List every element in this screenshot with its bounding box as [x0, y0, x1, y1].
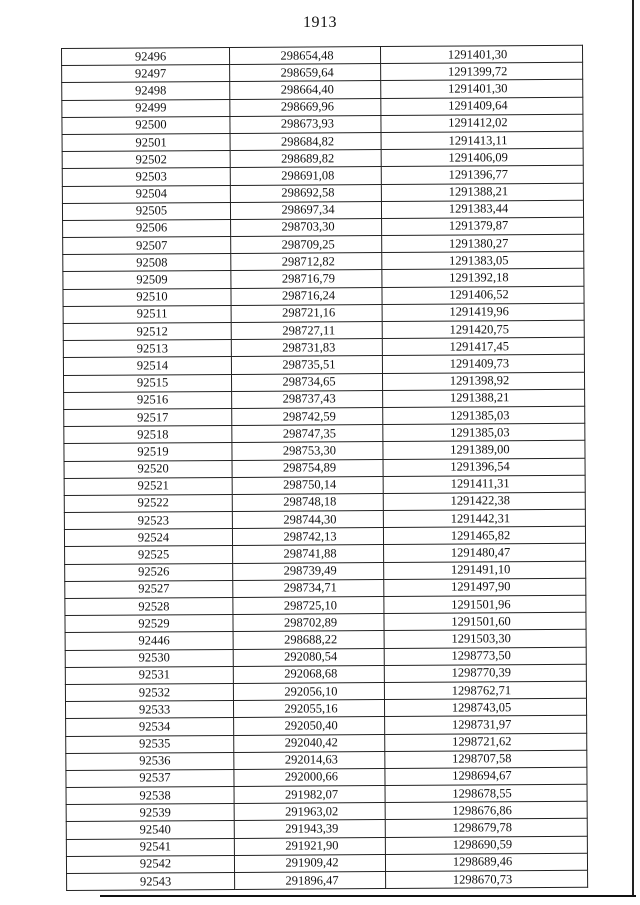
page-number: 1913 [303, 14, 337, 31]
x-coordinate-cell: 298742,59 [232, 407, 383, 425]
point-number-cell: 92501 [62, 133, 230, 151]
x-coordinate-cell: 298659,64 [230, 64, 381, 82]
point-number-cell: 92537 [66, 769, 234, 787]
x-coordinate-cell: 298734,71 [233, 579, 384, 597]
y-coordinate-cell: 1298676,86 [385, 802, 587, 820]
x-coordinate-cell: 298684,82 [230, 132, 381, 150]
y-coordinate-cell: 1291396,54 [383, 458, 585, 476]
y-coordinate-cell: 1291503,30 [384, 630, 586, 648]
point-number-cell: 92526 [65, 563, 233, 581]
y-coordinate-cell: 1291383,05 [382, 252, 584, 270]
point-number-cell: 92531 [65, 666, 233, 684]
y-coordinate-cell: 1291385,03 [383, 406, 585, 424]
x-coordinate-cell: 292014,63 [234, 751, 385, 769]
y-coordinate-cell: 1291422,38 [383, 492, 585, 510]
x-coordinate-cell: 298716,79 [231, 270, 382, 288]
y-coordinate-cell: 1291409,64 [381, 97, 583, 115]
y-coordinate-cell: 1298770,39 [384, 664, 586, 682]
point-number-cell: 92530 [65, 649, 233, 667]
x-coordinate-cell: 298754,89 [232, 459, 383, 477]
point-number-cell: 92517 [64, 408, 232, 426]
y-coordinate-cell: 1291501,60 [384, 612, 586, 630]
y-coordinate-cell: 1298678,55 [385, 784, 587, 802]
point-number-cell: 92515 [63, 374, 231, 392]
y-coordinate-cell: 1291379,87 [382, 217, 584, 235]
y-coordinate-cell: 1291406,09 [381, 148, 583, 166]
y-coordinate-cell: 1298743,05 [384, 698, 586, 716]
point-number-cell: 92542 [66, 855, 234, 873]
point-number-cell: 92541 [66, 838, 234, 856]
point-number-cell: 92524 [64, 529, 232, 547]
x-coordinate-cell: 291943,39 [234, 820, 385, 838]
point-number-cell: 92534 [66, 718, 234, 736]
point-number-cell: 92510 [63, 288, 231, 306]
point-number-cell: 92520 [64, 460, 232, 478]
point-number-cell: 92539 [66, 804, 234, 822]
x-coordinate-cell: 298697,34 [230, 201, 381, 219]
point-number-cell: 92507 [63, 237, 231, 255]
coordinates-table-body [62, 45, 588, 890]
point-number-cell: 92527 [65, 580, 233, 598]
x-coordinate-cell: 292000,66 [234, 768, 385, 786]
x-coordinate-cell: 298753,30 [232, 442, 383, 460]
y-coordinate-cell: 1291380,27 [382, 234, 584, 252]
x-coordinate-cell: 298747,35 [232, 425, 383, 443]
y-coordinate-cell: 1291399,72 [381, 63, 583, 81]
point-number-cell: 92508 [63, 254, 231, 272]
point-number-cell: 92505 [62, 202, 230, 220]
x-coordinate-cell: 298716,24 [231, 287, 382, 305]
y-coordinate-cell: 1291406,52 [382, 286, 584, 304]
point-number-cell: 92535 [66, 735, 234, 753]
point-number-cell: 92499 [62, 99, 230, 117]
x-coordinate-cell: 298703,30 [231, 218, 382, 236]
y-coordinate-cell: 1291497,90 [384, 578, 586, 596]
y-coordinate-cell: 1298762,71 [384, 681, 586, 699]
x-coordinate-cell: 298688,22 [233, 631, 384, 649]
point-number-cell: 92497 [62, 65, 230, 83]
y-coordinate-cell: 1291491,10 [384, 561, 586, 579]
point-number-cell: 92519 [64, 443, 232, 461]
x-coordinate-cell: 298702,89 [233, 614, 384, 632]
bottom-border-line [100, 895, 636, 897]
y-coordinate-cell: 1291480,47 [384, 544, 586, 562]
point-number-cell: 92518 [64, 426, 232, 444]
x-coordinate-cell: 298744,30 [232, 511, 383, 529]
y-coordinate-cell: 1291413,11 [381, 131, 583, 149]
x-coordinate-cell: 291896,47 [235, 872, 386, 890]
point-number-cell: 92533 [65, 701, 233, 719]
x-coordinate-cell: 298673,93 [230, 115, 381, 133]
point-number-cell: 92498 [62, 82, 230, 100]
y-coordinate-cell: 1291442,31 [383, 509, 585, 527]
x-coordinate-cell: 298739,49 [233, 562, 384, 580]
y-coordinate-cell: 1291388,21 [381, 183, 583, 201]
point-number-cell: 92536 [66, 752, 234, 770]
point-number-cell: 92513 [63, 340, 231, 358]
point-number-cell: 92523 [64, 512, 232, 530]
x-coordinate-cell: 292040,42 [234, 734, 385, 752]
x-coordinate-cell: 298748,18 [232, 493, 383, 511]
x-coordinate-cell: 298741,88 [233, 545, 384, 563]
right-border-line [632, 0, 634, 897]
point-number-cell: 92446 [65, 632, 233, 650]
x-coordinate-cell: 298737,43 [232, 390, 383, 408]
x-coordinate-cell: 298742,13 [232, 528, 383, 546]
x-coordinate-cell: 298654,48 [229, 47, 380, 65]
point-number-cell: 92504 [62, 185, 230, 203]
point-number-cell: 92502 [62, 151, 230, 169]
y-coordinate-cell: 1291501,96 [384, 595, 586, 613]
point-number-cell: 92540 [66, 821, 234, 839]
point-number-cell: 92512 [63, 322, 231, 340]
y-coordinate-cell: 1298721,62 [385, 733, 587, 751]
y-coordinate-cell: 1291465,82 [383, 527, 585, 545]
x-coordinate-cell: 298689,82 [230, 150, 381, 168]
y-coordinate-cell: 1291383,44 [381, 200, 583, 218]
point-number-cell: 92514 [63, 357, 231, 375]
point-number-cell: 92538 [66, 787, 234, 805]
x-coordinate-cell: 298750,14 [232, 476, 383, 494]
x-coordinate-cell: 298669,96 [230, 98, 381, 116]
y-coordinate-cell: 1291385,03 [383, 423, 585, 441]
y-coordinate-cell: 1291389,00 [383, 441, 585, 459]
point-number-cell: 92525 [65, 546, 233, 564]
x-coordinate-cell: 298712,82 [231, 253, 382, 271]
x-coordinate-cell: 298734,65 [231, 373, 382, 391]
point-number-cell: 92528 [65, 597, 233, 615]
point-number-cell: 92509 [63, 271, 231, 289]
x-coordinate-cell: 292068,68 [233, 665, 384, 683]
y-coordinate-cell: 1298670,73 [386, 870, 588, 888]
x-coordinate-cell: 292056,10 [233, 682, 384, 700]
point-number-cell: 92500 [62, 116, 230, 134]
y-coordinate-cell: 1298773,50 [384, 647, 586, 665]
point-number-cell: 92529 [65, 615, 233, 633]
x-coordinate-cell: 298691,08 [230, 167, 381, 185]
y-coordinate-cell: 1298690,59 [385, 836, 587, 854]
x-coordinate-cell: 298692,58 [230, 184, 381, 202]
x-coordinate-cell: 298664,40 [230, 81, 381, 99]
y-coordinate-cell: 1291409,73 [382, 355, 584, 373]
x-coordinate-cell: 298725,10 [233, 597, 384, 615]
point-number-cell: 92522 [64, 494, 232, 512]
x-coordinate-cell: 298721,16 [231, 304, 382, 322]
x-coordinate-cell: 298727,11 [231, 322, 382, 340]
x-coordinate-cell: 291909,42 [234, 854, 385, 872]
y-coordinate-cell: 1291420,75 [382, 320, 584, 338]
y-coordinate-cell: 1291419,96 [382, 303, 584, 321]
point-number-cell: 92506 [63, 219, 231, 237]
y-coordinate-cell: 1291396,77 [381, 166, 583, 184]
y-coordinate-cell: 1291401,30 [381, 80, 583, 98]
x-coordinate-cell: 291921,90 [234, 837, 385, 855]
y-coordinate-cell: 1291398,92 [382, 372, 584, 390]
point-number-cell: 92511 [63, 305, 231, 323]
table-row [67, 870, 588, 890]
y-coordinate-cell: 1291401,30 [380, 45, 582, 63]
y-coordinate-cell: 1298679,78 [385, 819, 587, 837]
point-number-cell: 92503 [62, 168, 230, 186]
point-number-cell: 92532 [65, 683, 233, 701]
x-coordinate-cell: 298735,51 [231, 356, 382, 374]
y-coordinate-cell: 1298694,67 [385, 767, 587, 785]
x-coordinate-cell: 292050,40 [234, 717, 385, 735]
point-number-cell: 92543 [67, 872, 235, 890]
x-coordinate-cell: 291963,02 [234, 803, 385, 821]
x-coordinate-cell: 292055,16 [233, 700, 384, 718]
y-coordinate-cell: 1298707,58 [385, 750, 587, 768]
x-coordinate-cell: 298731,83 [231, 339, 382, 357]
y-coordinate-cell: 1291392,18 [382, 269, 584, 287]
y-coordinate-cell: 1298689,46 [385, 853, 587, 871]
y-coordinate-cell: 1291412,02 [381, 114, 583, 132]
point-number-cell: 92516 [64, 391, 232, 409]
y-coordinate-cell: 1291411,31 [383, 475, 585, 493]
x-coordinate-cell: 291982,07 [234, 786, 385, 804]
y-coordinate-cell: 1291417,45 [382, 337, 584, 355]
coordinates-table [61, 45, 588, 891]
point-number-cell: 92496 [62, 47, 230, 65]
y-coordinate-cell: 1298731,97 [385, 716, 587, 734]
x-coordinate-cell: 292080,54 [233, 648, 384, 666]
point-number-cell: 92521 [64, 477, 232, 495]
x-coordinate-cell: 298709,25 [231, 236, 382, 254]
y-coordinate-cell: 1291388,21 [383, 389, 585, 407]
